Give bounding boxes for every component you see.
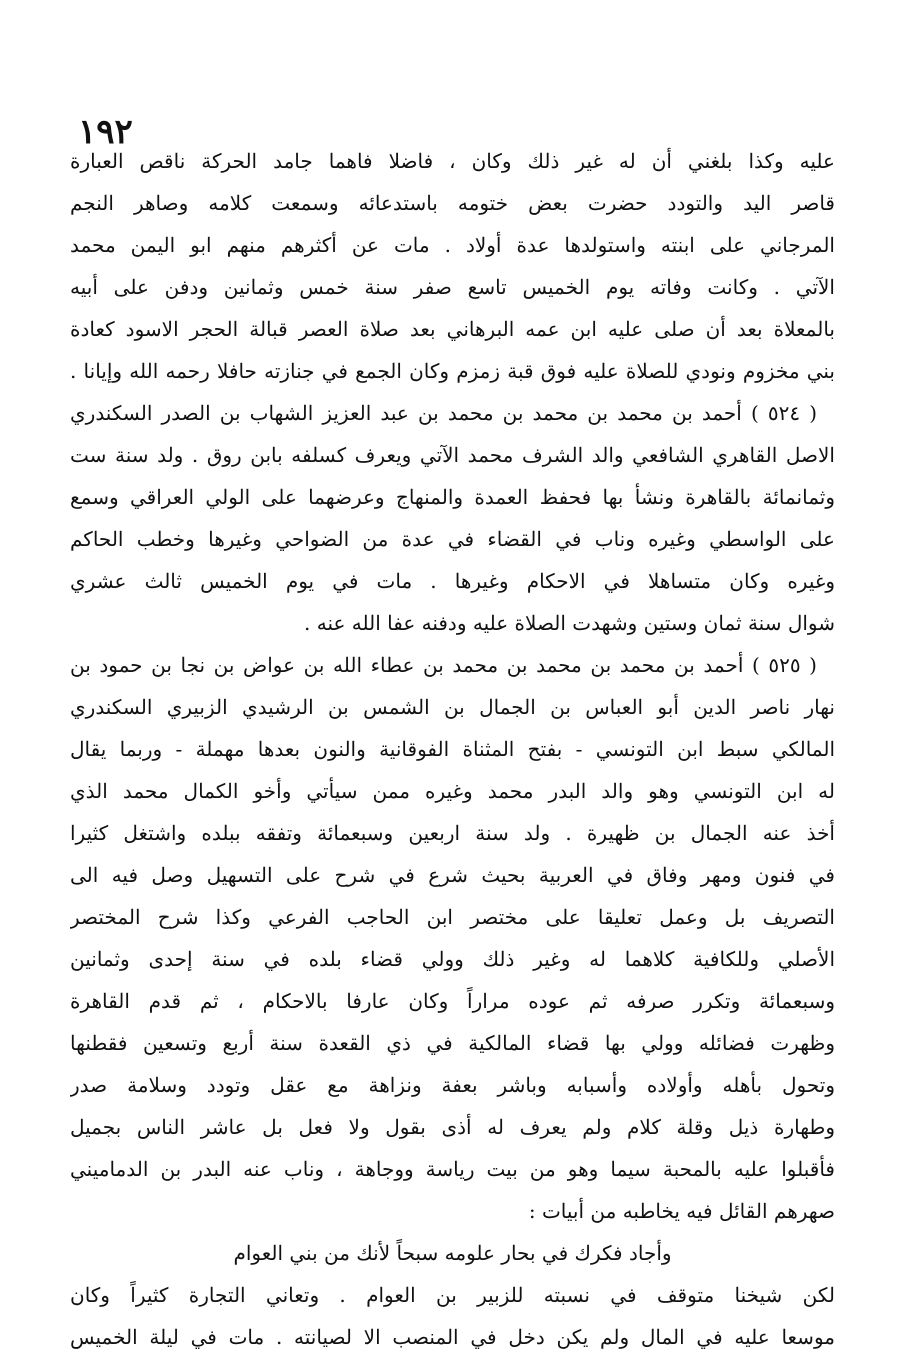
text-line: عليه وكذا بلغني أن له غير ذلك وكان ، فاضلا فاهما جامد الحركة ناقص العبارة: [70, 149, 835, 173]
text-line: على الواسطي وغيره وناب في القضاء في عدة من الضواحي وغيرها وخطب الحاكم: [70, 527, 835, 551]
text-line: الآتي . وكانت وفاته يوم الخميس تاسع صفر سنة خمس وثمانين ودفن على أبيه: [70, 275, 835, 299]
body-text: [70, 140, 835, 1358]
page-number: ١٩٢: [78, 112, 133, 152]
text-line: وثمانمائة بالقاهرة ونشأ بها فحفظ العمدة والمنهاج وعرضهما على الولي العراقي وسمع: [70, 485, 835, 509]
text-line: الاصل القاهري الشافعي والد الشرف محمد الآتي ويعرف كسلفه بابن روق . ولد سنة ست: [70, 443, 835, 467]
text-line: قاصر اليد والتودد حضرت بعض ختومه باستدعائه وسمعت كلامه وصاهر النجم: [70, 191, 835, 215]
text-line: وسبعمائة وتكرر صرفه ثم عوده مراراً وكان عارفا بالاحكام ، ثم قدم القاهرة: [70, 989, 835, 1013]
text-line: موسعا عليه في المال ولم يكن دخل في المنصب الا لصيانته . مات في ليلة الخميس: [70, 1325, 835, 1349]
text-line: بالمعلاة بعد أن صلى عليه ابن عمه البرهاني بعد صلاة العصر قبالة الحجر الاسود كعادة: [70, 317, 835, 341]
text-line: له ابن التونسي وهو والد البدر محمد وغيره ممن سيأتي وأخو الكمال محمد الذي: [70, 779, 835, 803]
text-line: بني مخزوم ونودي للصلاة عليه فوق قبة زمزم وكان الجمع في جنازته حافلا رحمه الله وإيانا .: [70, 359, 835, 383]
verse-line: وأجاد فكرك في بحار علومه سبحاً لأنك من بني العوام: [233, 1241, 672, 1265]
entry-heading-525: ( ٥٢٥ ) أحمد بن محمد بن محمد بن محمد بن عطاء الله بن عواض بن نجا بن حمود بن: [70, 653, 817, 677]
text-line: وغيره وكان متساهلا في الاحكام وغيرها . مات في يوم الخميس ثالث عشري: [70, 569, 835, 593]
text-line: الأصلي وللكافية كلاهما له وغير ذلك وولي قضاء بلده في سنة إحدى وثمانين: [70, 947, 835, 971]
text-line: التصريف بل وعمل تعليقا على مختصر ابن الحاجب الفرعي وكذا شرح المختصر: [70, 905, 835, 929]
text-line: صهرهم القائل فيه يخاطبه من أبيات :: [528, 1199, 835, 1223]
text-line: لكن شيخنا متوقف في نسبته للزبير بن العوام . وتعاني التجارة كثيراً وكان: [70, 1283, 835, 1307]
text-line: أخذ عنه الجمال بن ظهيرة . ولد سنة اربعين وسبعمائة وتفقه ببلده واشتغل كثيرا: [70, 821, 835, 845]
text-line: فأقبلوا عليه بالمحبة سيما وهو من بيت رياسة ووجاهة ، وناب عنه البدر بن الدماميني: [70, 1157, 835, 1181]
text-line: نهار ناصر الدين أبو العباس بن الجمال بن الشمس بن الرشيدي الزبيري السكندري: [70, 695, 835, 719]
text-line: وطهارة ذيل وقلة كلام ولم يعرف له أذى بقول ولا فعل بل عاشر الناس بجميل: [70, 1115, 835, 1139]
text-line: شوال سنة ثمان وستين وشهدت الصلاة عليه ودفنه عفا الله عنه .: [304, 611, 835, 635]
text-line: المالكي سبط ابن التونسي - بفتح المثناة الفوقانية والنون بعدها مهملة - وربما يقال: [70, 737, 835, 761]
entry-heading-524: ( ٥٢٤ ) أحمد بن محمد بن محمد بن محمد بن عبد العزيز الشهاب بن الصدر السكندري: [70, 401, 817, 425]
text-line: المرجاني على ابنته واستولدها عدة أولاد . مات عن أكثرهم منهم ابو اليمن محمد: [70, 233, 835, 257]
text-line: وتحول بأهله وأولاده وأسبابه وباشر بعفة ونزاهة مع عقل وتودد وسلامة صدر: [70, 1073, 835, 1097]
text-line: في فنون ومهر وفاق في العربية بحيث شرع في شرح على التسهيل وصل فيه الى: [70, 863, 835, 887]
text-line: وظهرت فضائله وولي بها قضاء المالكية في ذي القعدة سنة أربع وتسعين فقطنها: [70, 1031, 835, 1055]
